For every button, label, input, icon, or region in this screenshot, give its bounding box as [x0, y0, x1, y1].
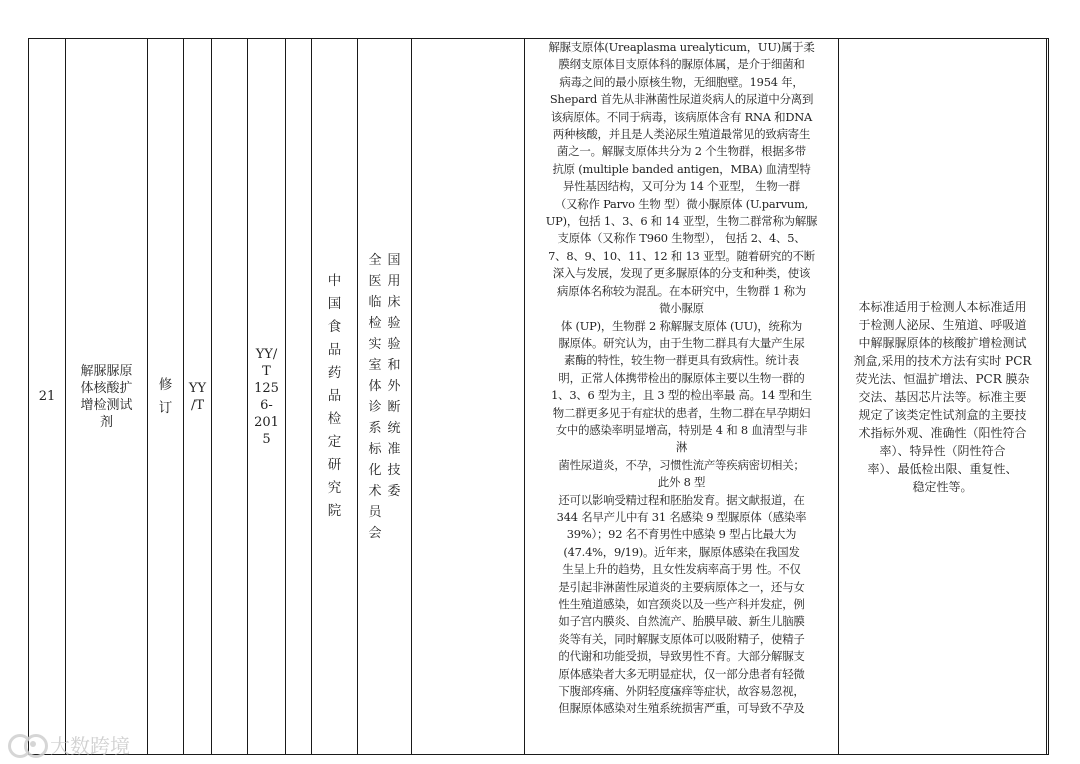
description-line: 下腹部疼痛、外阴轻度瘙痒等症状，故容易忽视， [558, 684, 805, 699]
description-line: 素酶的特性，较生物一群更具有致病性。统计表 [563, 353, 799, 368]
revision-type-char: 修 [158, 376, 173, 393]
standard-name-line: 增检测试 [80, 397, 133, 413]
standard-name-line: 体核酸扩 [80, 380, 133, 396]
scope-line: 本标准适用于检测人本标准适用 [858, 299, 1027, 314]
replaced-code-line: YY/ [255, 346, 278, 362]
committee-char: 外 [387, 378, 401, 394]
committee-char: 检 [368, 315, 382, 331]
description-line: 膜纲支原体目支原体科的脲原体属，是介于细菌和 [558, 57, 805, 72]
scope-line: 剂盒,采用的技术方法有实时 PCR [853, 353, 1032, 368]
scope-line: 荧光法、恒温扩增法、PCR 膜杂 [855, 371, 1030, 386]
scope-text [839, 298, 1046, 496]
blank-cell-1 [212, 39, 248, 755]
drafting-org-char: 院 [327, 503, 342, 519]
scope-line: 率）、最低检出限、重复性、 [867, 461, 1018, 476]
description-line: 菌性尿道炎，不孕，习惯性流产等疾病密切相关； [558, 457, 805, 472]
scope-line: 交法、基因芯片法等。标准主要 [858, 389, 1027, 404]
description-line: 病毒之间的最小原核生物，无细胞壁。1954 年， [559, 74, 804, 89]
description-line: 异性基因结构，又可分为 14 个亚型， 生物一群 [563, 179, 800, 194]
committee-char: 委 [387, 483, 401, 499]
replaced-code-line: 201 [254, 414, 279, 430]
description-line: 女中的感染率明显增高，特别是 4 和 8 血清型与非 [555, 422, 808, 437]
description-line: 物二群更多见于有症状的患者，生物二群在早孕期妇 [552, 405, 811, 420]
category-line: /T [190, 397, 205, 413]
committee-char: 验 [387, 315, 401, 331]
standards-table [28, 38, 1049, 755]
committee-char: 技 [387, 462, 401, 478]
description-line: 344 名早产儿中有 31 名感染 9 型脲原体（感染率 [556, 509, 807, 524]
drafting-org-char: 品 [327, 388, 342, 404]
description-line: 原体感染者大多无明显症状，仅一部分患者有轻微 [558, 666, 805, 681]
committee-char: 医 [368, 273, 382, 289]
description-line: 明，正常人体携带检出的脲原体主要以生物一群的 [558, 370, 805, 385]
blank-cell-2 [286, 39, 312, 755]
drafting-org-char: 检 [327, 411, 342, 427]
drafting-org-char: 究 [327, 480, 342, 496]
description-line: 还可以影响受精过程和胚胎发育。据文献报道，在 [558, 492, 805, 507]
description-line: 39%）；92 名不育男性中感染 9 型占比最大为 [566, 527, 797, 542]
committee-char: 全 [368, 252, 382, 268]
replaced-code-line: 5 [262, 431, 271, 447]
committee-char: 国 [387, 252, 401, 268]
description-line: 但脲原体感染对生殖系统损害严重，可导致不孕及 [558, 701, 805, 716]
scope-line: 规定了该类定性试剂盒的主要技 [858, 407, 1027, 422]
scope-line: 中解脲脲原体的核酸扩增检测试 [858, 335, 1027, 350]
description-line: 深入与发展，发现了更多脲原体的分支和种类，使该 [552, 266, 811, 281]
committee-char: 术 [368, 483, 382, 499]
description-line: 抗原 (multiple banded antigen，MBA) 血清型特 [552, 161, 811, 176]
watermark-text: 大数跨境 [50, 733, 130, 758]
category-line: YY [188, 380, 207, 396]
committee-char: 体 [368, 378, 382, 394]
description-line: 病原体名称较为混乱。在本研究中，生物群 1 称为 [557, 283, 806, 298]
description-line: 如子宫内膜炎、自然流产、胎膜早破、新生儿脑膜 [558, 614, 805, 629]
description-cell [525, 39, 839, 755]
blank-cell-3 [412, 39, 525, 755]
replaced-code-line: 6- [260, 397, 273, 413]
standard-name-line: 剂 [99, 414, 113, 430]
description-line: UP)，包括 1、3、6 和 14 亚型，生物二群常称为解脲 [545, 214, 818, 229]
description-line: 淋 [675, 440, 688, 455]
description-line: 菌之一。解脲支原体共分为 2 个生物群，根据多带 [557, 144, 806, 159]
description-line: 两种核酸，并且是人类泌尿生殖道最常见的致病寄生 [552, 127, 811, 142]
committee-char: 会 [368, 525, 382, 541]
drafting-org-char: 国 [327, 296, 342, 312]
description-line: (47.4%，9/19)。近年来，脲原体感染在我国发 [563, 544, 800, 559]
drafting-org-char: 药 [327, 365, 342, 381]
watermark [6, 728, 130, 760]
description-text [525, 39, 838, 745]
replaced-standard-code-cell [248, 39, 286, 755]
scope-line: 率）、特异性（阴性符合 [879, 443, 1006, 458]
drafting-org-char: 中 [327, 273, 342, 289]
description-line: 生呈上升的趋势，且女性发病率高于男 性。不仅 [562, 562, 801, 577]
committee-char: 系 [368, 420, 382, 436]
description-line: 该病原体。不同于病毒，该病原体含有 RNA 和DNA [550, 109, 813, 124]
description-line: 脲原体。研究认为，由于生物二群具有大量产生尿 [558, 335, 805, 350]
drafting-org-char: 研 [327, 457, 342, 473]
standard-name-cell [66, 39, 148, 755]
description-line: （又称作 Parvo 生物 型）微小脲原体 (U.parvum, [554, 196, 809, 211]
description-line: 体 (UP)，生物群 2 称解脲支原体 (UU)，统称为 [560, 318, 803, 333]
committee-char: 实 [368, 336, 382, 352]
replaced-code-line: T [262, 363, 271, 379]
committee-char: 标 [368, 441, 382, 457]
committee-char: 临 [368, 294, 382, 310]
committee-char: 化 [368, 462, 382, 478]
table-row [29, 39, 1049, 755]
description-line: 此外 8 型 [657, 475, 706, 490]
description-line: 7、8、9、10、11、12 和 13 亚型。随着研究的不断 [548, 248, 815, 263]
committee-char: 断 [387, 399, 401, 415]
description-line: 的代谢和功能受损，导致男性不育。大部分解脲支 [558, 649, 805, 664]
scope-cell [839, 39, 1047, 755]
committee-column-1 [366, 250, 385, 544]
revision-type-char: 订 [158, 399, 173, 416]
committee-char: 准 [387, 441, 401, 457]
committee-char: 诊 [368, 399, 382, 415]
drafting-org-cell [312, 39, 358, 755]
scope-line: 术指标外观、准确性（阳性符合 [858, 425, 1027, 440]
description-line: 1、3、6 型为主，且 3 型的检出率最 高。14 型和生 [551, 388, 812, 403]
scope-line: 于检测人泌尿、生殖道、呼吸道 [858, 317, 1027, 332]
committee-char: 床 [387, 294, 401, 310]
description-line: 是引起非淋菌性尿道炎的主要病原体之一，还与女 [558, 579, 805, 594]
committee-char: 用 [387, 273, 401, 289]
drafting-org-char: 食 [327, 319, 342, 335]
row-index-cell [29, 39, 66, 755]
category-cell [184, 39, 212, 755]
committee-char: 统 [387, 420, 401, 436]
committee-char: 室 [368, 357, 382, 373]
committee-char: 验 [387, 336, 401, 352]
description-line: 解脲支原体(Ureaplasma urealyticum，UU)属于柔 [548, 40, 815, 54]
description-line: Shepard 首先从非淋菌性尿道炎病人的尿道中分离到 [549, 92, 814, 107]
drafting-org-char: 品 [327, 342, 342, 358]
standard-name-line: 解脲脲原 [80, 363, 133, 379]
revision-type-cell [148, 39, 184, 755]
scope-line: 稳定性等。 [912, 479, 973, 494]
brand-logo-icon [6, 731, 48, 757]
committee-char: 员 [368, 504, 382, 520]
description-line: 性生殖道感染，如宫颈炎以及一些产科并发症，例 [558, 597, 805, 611]
committee-column-2 [385, 250, 404, 502]
blank-cell-4 [1047, 39, 1049, 755]
committee-cell [358, 39, 412, 755]
drafting-org-char: 定 [327, 434, 342, 450]
replaced-code-line: 125 [254, 380, 279, 396]
committee-char: 和 [387, 357, 401, 373]
description-line: 炎等有关，同时解脲支原体可以吸附精子，使精子 [558, 631, 805, 646]
description-line: 支原体（又称作 T960 生物型）， 包括 2、4、5、 [557, 231, 806, 246]
row-index: 21 [38, 389, 56, 404]
description-line: 微小脲原 [659, 301, 704, 316]
